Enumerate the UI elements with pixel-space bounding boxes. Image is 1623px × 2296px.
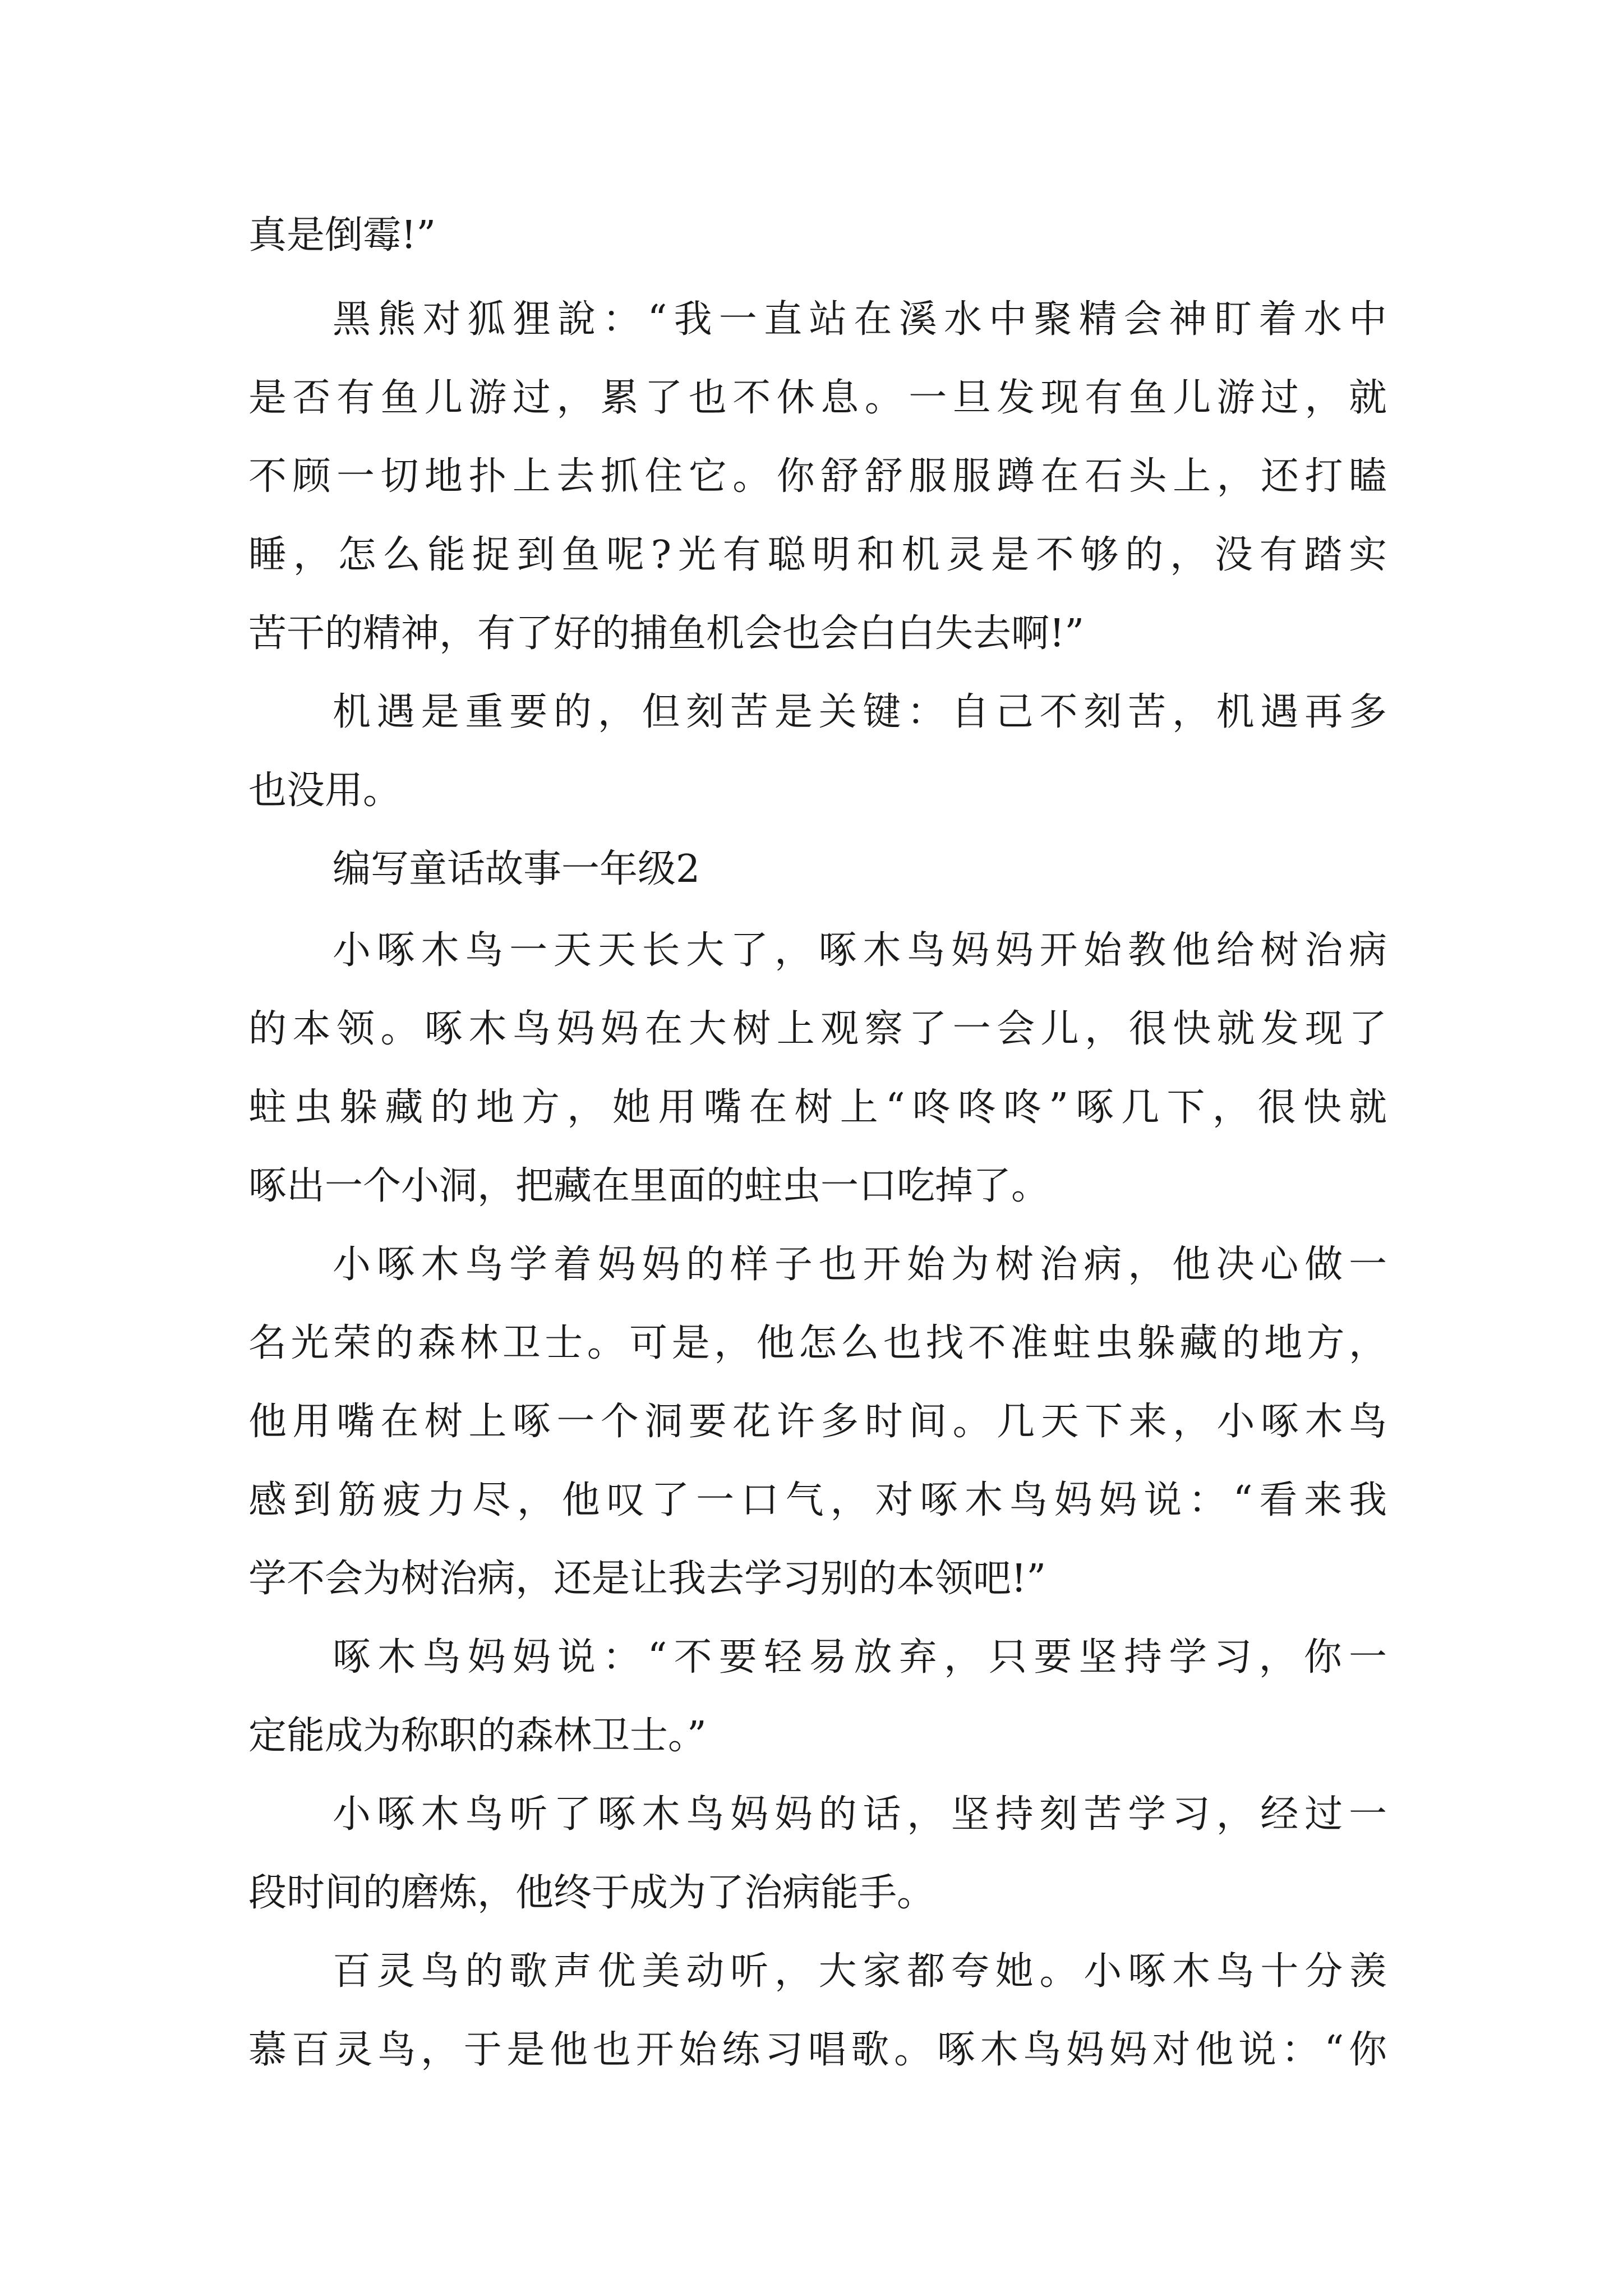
text-line: 不顾一切地扑上去抓住它。你舒舒服服蹲在石头上，还打瞌 (248, 454, 1387, 499)
text-line: 机遇是重要的，但刻苦是关键：自己不刻苦，机遇再多 (333, 690, 1387, 734)
text-line: 感到筋疲力尽，他叹了一口气，对啄木鸟妈妈说：“看来我 (248, 1478, 1387, 1522)
text-line: 啄木鸟妈妈说：“不要轻易放弃，只要坚持学习，你一 (333, 1635, 1387, 1680)
text-line: 小啄木鸟听了啄木鸟妈妈的话，坚持刻苦学习，经过一 (333, 1792, 1387, 1837)
text-line: 他用嘴在树上啄一个洞要花许多时间。几天下来，小啄木鸟 (248, 1400, 1387, 1444)
text-line: 小啄木鸟学着妈妈的样子也开始为树治病，他决心做一 (333, 1243, 1387, 1287)
text-line: 是否有鱼儿游过，累了也不休息。一旦发现有鱼儿游过，就 (248, 376, 1387, 420)
text-line: 蛀虫躲藏的地方，她用嘴在树上“咚咚咚”啄几下，很快就 (248, 1085, 1387, 1130)
text-line: 慕百灵鸟，于是他也开始练习唱歌。啄木鸟妈妈对他说：“你 (248, 2028, 1387, 2072)
text-line: 的本领。啄木鸟妈妈在大树上观察了一会儿，很快就发现了 (248, 1007, 1387, 1051)
text-line: 百灵鸟的歌声优美动听，大家都夸她。小啄木鸟十分羡 (333, 1949, 1387, 1994)
text-line: 啄出一个小洞，把藏在里面的蛀虫一口吃掉了。 (248, 1164, 1050, 1208)
text-line: 真是倒霉!” (248, 213, 436, 257)
text-line: 睡，怎么能捉到鱼呢?光有聪明和机灵是不够的，没有踏实 (248, 533, 1387, 577)
text-line: 定能成为称职的森林卫士。” (248, 1714, 707, 1758)
text-line: 也没用。 (248, 769, 402, 813)
text-line: 段时间的磨炼，他终于成为了治病能手。 (248, 1871, 935, 1915)
text-line: 黑熊对狐狸說：“我一直站在溪水中聚精会神盯着水中 (333, 297, 1387, 342)
text-line: 小啄木鸟一天天长大了，啄木鸟妈妈开始教他给树治病 (333, 928, 1387, 973)
section-heading: 编写童话故事一年级2 (333, 847, 700, 891)
text-line: 学不会为树治病，还是让我去学习别的本领吧!” (248, 1557, 1046, 1601)
text-line: 苦干的精神，有了好的捕鱼机会也会白白失去啊!” (248, 611, 1085, 656)
text-line: 名光荣的森林卫士。可是，他怎么也找不准蛀虫躲藏的地方， (248, 1321, 1387, 1365)
